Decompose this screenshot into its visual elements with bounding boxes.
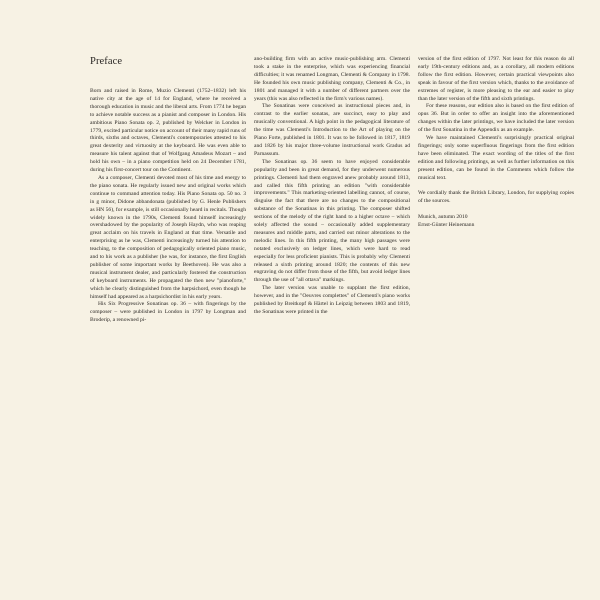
paragraph: The Sonatinas were conceived as instructional pieces and, in contrast to the earlier sonatas, are succinct, easy to play and musically conventional. A high point in the pedagogical literature of the time was Clementi's Introduction to the Art of playing on the Piano Forte, published in 1801. It was to be followed in 1817, 1819 and 1826 by his major three-volume instructional work Gradus ad Parnassum. xyxy=(254,103,410,157)
acknowledgement: We cordially thank the British Library, London, for supplying copies of the sources. xyxy=(418,190,574,205)
page-title: Preface xyxy=(90,56,123,67)
paragraph: The Sonatinas op. 36 seem to have enjoyed considerable popularity and been in great demand, for they underwent numerous printings. Clementi had them engraved anew probably around 1813, and called this fifth printing an edition "with considerable improvements." This marketing-oriented labelling cannot, of course, disguise the fact that there are no changes to the compositional substance of the Sonatinas in this printing. The composer shifted sections of the melody of the right hand to a higher octave – which solely affected the sound – occasionally added supplementary measures and middle parts, and carried out minor alterations to the melodic lines. In this fifth printing, the many high passages were notated exclusively on ledger lines, which were hard to read especially for less proficient pianists. This is probably why Clementi released a sixth printing around 1820; the contents of this new engraving do not differ from those of the fifth, but avoid ledger lines through the use of "all ottava" markings. xyxy=(254,158,410,284)
text-column-1 xyxy=(90,88,246,325)
place-date: Munich, autumn 2010 xyxy=(418,214,468,221)
text-column-2 xyxy=(254,56,410,317)
author-signature: Ernst-Günter Heinemann xyxy=(418,222,475,228)
paragraph: Born and raised in Rome, Muzio Clementi (1752–1832) left his native city at the age of 14 for England, where he received a thorough education in music and the liberal arts. From 1774 he began to achieve notable success as a pianist and composer in London. His ambitious Piano Sonata op. 2, published by Welcker in London in 1779, excited particular notice on account of their many rapid runs of thirds, sixths and octaves, Clementi's contemporaries attested to his great dexterity and virtuosity at the keyboard. He was even able to measure his talent against that of Wolfgang Amadeus Mozart – and hold his own – in a piano competition held on 24 December 1781, during his first-concert tour on the Continent. xyxy=(90,88,246,174)
paragraph: version of the first edition of 1797. Not least for this reason do all early 19th-century editions and, as a corollary, all modern editions follow the first edition. However, certain practical viewpoints also speak in favour of the first version which, thanks to the avoidance of extremes of register, is more pleasing to the ear and easier to play than the later version of the fifth and sixth printings. xyxy=(418,56,574,102)
paragraph: As a composer, Clementi devoted most of his time and energy to the piano sonata. He regularly issued new and original works which continue to command attention today. His Piano Sonata op. 50 no. 3 in g minor, Didone abbandonata (published by G. Henle Publishers as HN 56), for example, is still occasionally heard in recitals. Though widely known in the 1790s, Clementi found himself increasingly overshadowed by the popularity of Joseph Haydn, who was reaping great acclaim on his travels in England at that time. Versatile and enterprising as he was, Clementi increasingly turned his attention to teaching, to the composition of pedagogically oriented piano music, and to his work as a publisher (he was, for instance, the first English publisher of some important works by Beethoven). He was also a musical instrument dealer, and particularly fostered the construction of keyboard instruments. He propagated the then new "pianoforte," which he clearly distinguished from the harpsichord, even though he himself had appeared as a harpsichordist in his early years. xyxy=(90,174,246,300)
paragraph: For these reasons, our edition also is based on the first edition of opus 36. But in order to offer an insight into the aforementioned changes within the later printings, we have included the later version of the first Sonatina in the Appendix as an example. xyxy=(418,103,574,134)
paragraph: We have maintained Clementi's surprisingly practical original fingerings; only some superfluous fingerings from the first edition have been eliminated. The exact wording of the titles of the first edition and following printings, as well as further information on this present edition, can be found in the Comments which follow the musical text. xyxy=(418,135,574,181)
paragraph: ano-building firm with an active music-publishing arm. Clementi took a stake in the enterprise, which was experiencing financial difficulties; it was renamed Longman, Clementi & Company in 1798. He founded his own music publishing company, Clementi & Co., in 1801 and managed it with a number of different partners over the years (this was also reflected in the firm's various names). xyxy=(254,56,410,102)
paragraph: The later version was unable to supplant the first edition, however, and in the "Oeuvres complettes" of Clementi's piano works published by Breitkopf & Härtel in Leipzig between 1803 and 1819, the Sonatinas were printed in the xyxy=(254,285,410,315)
text-column-3 xyxy=(418,56,574,230)
paragraph: His Six Progressive Sonatinas op. 36 – with fingerings by the composer – were published in London in 1797 by Longman and Broderip, a renowned pi- xyxy=(90,301,246,324)
